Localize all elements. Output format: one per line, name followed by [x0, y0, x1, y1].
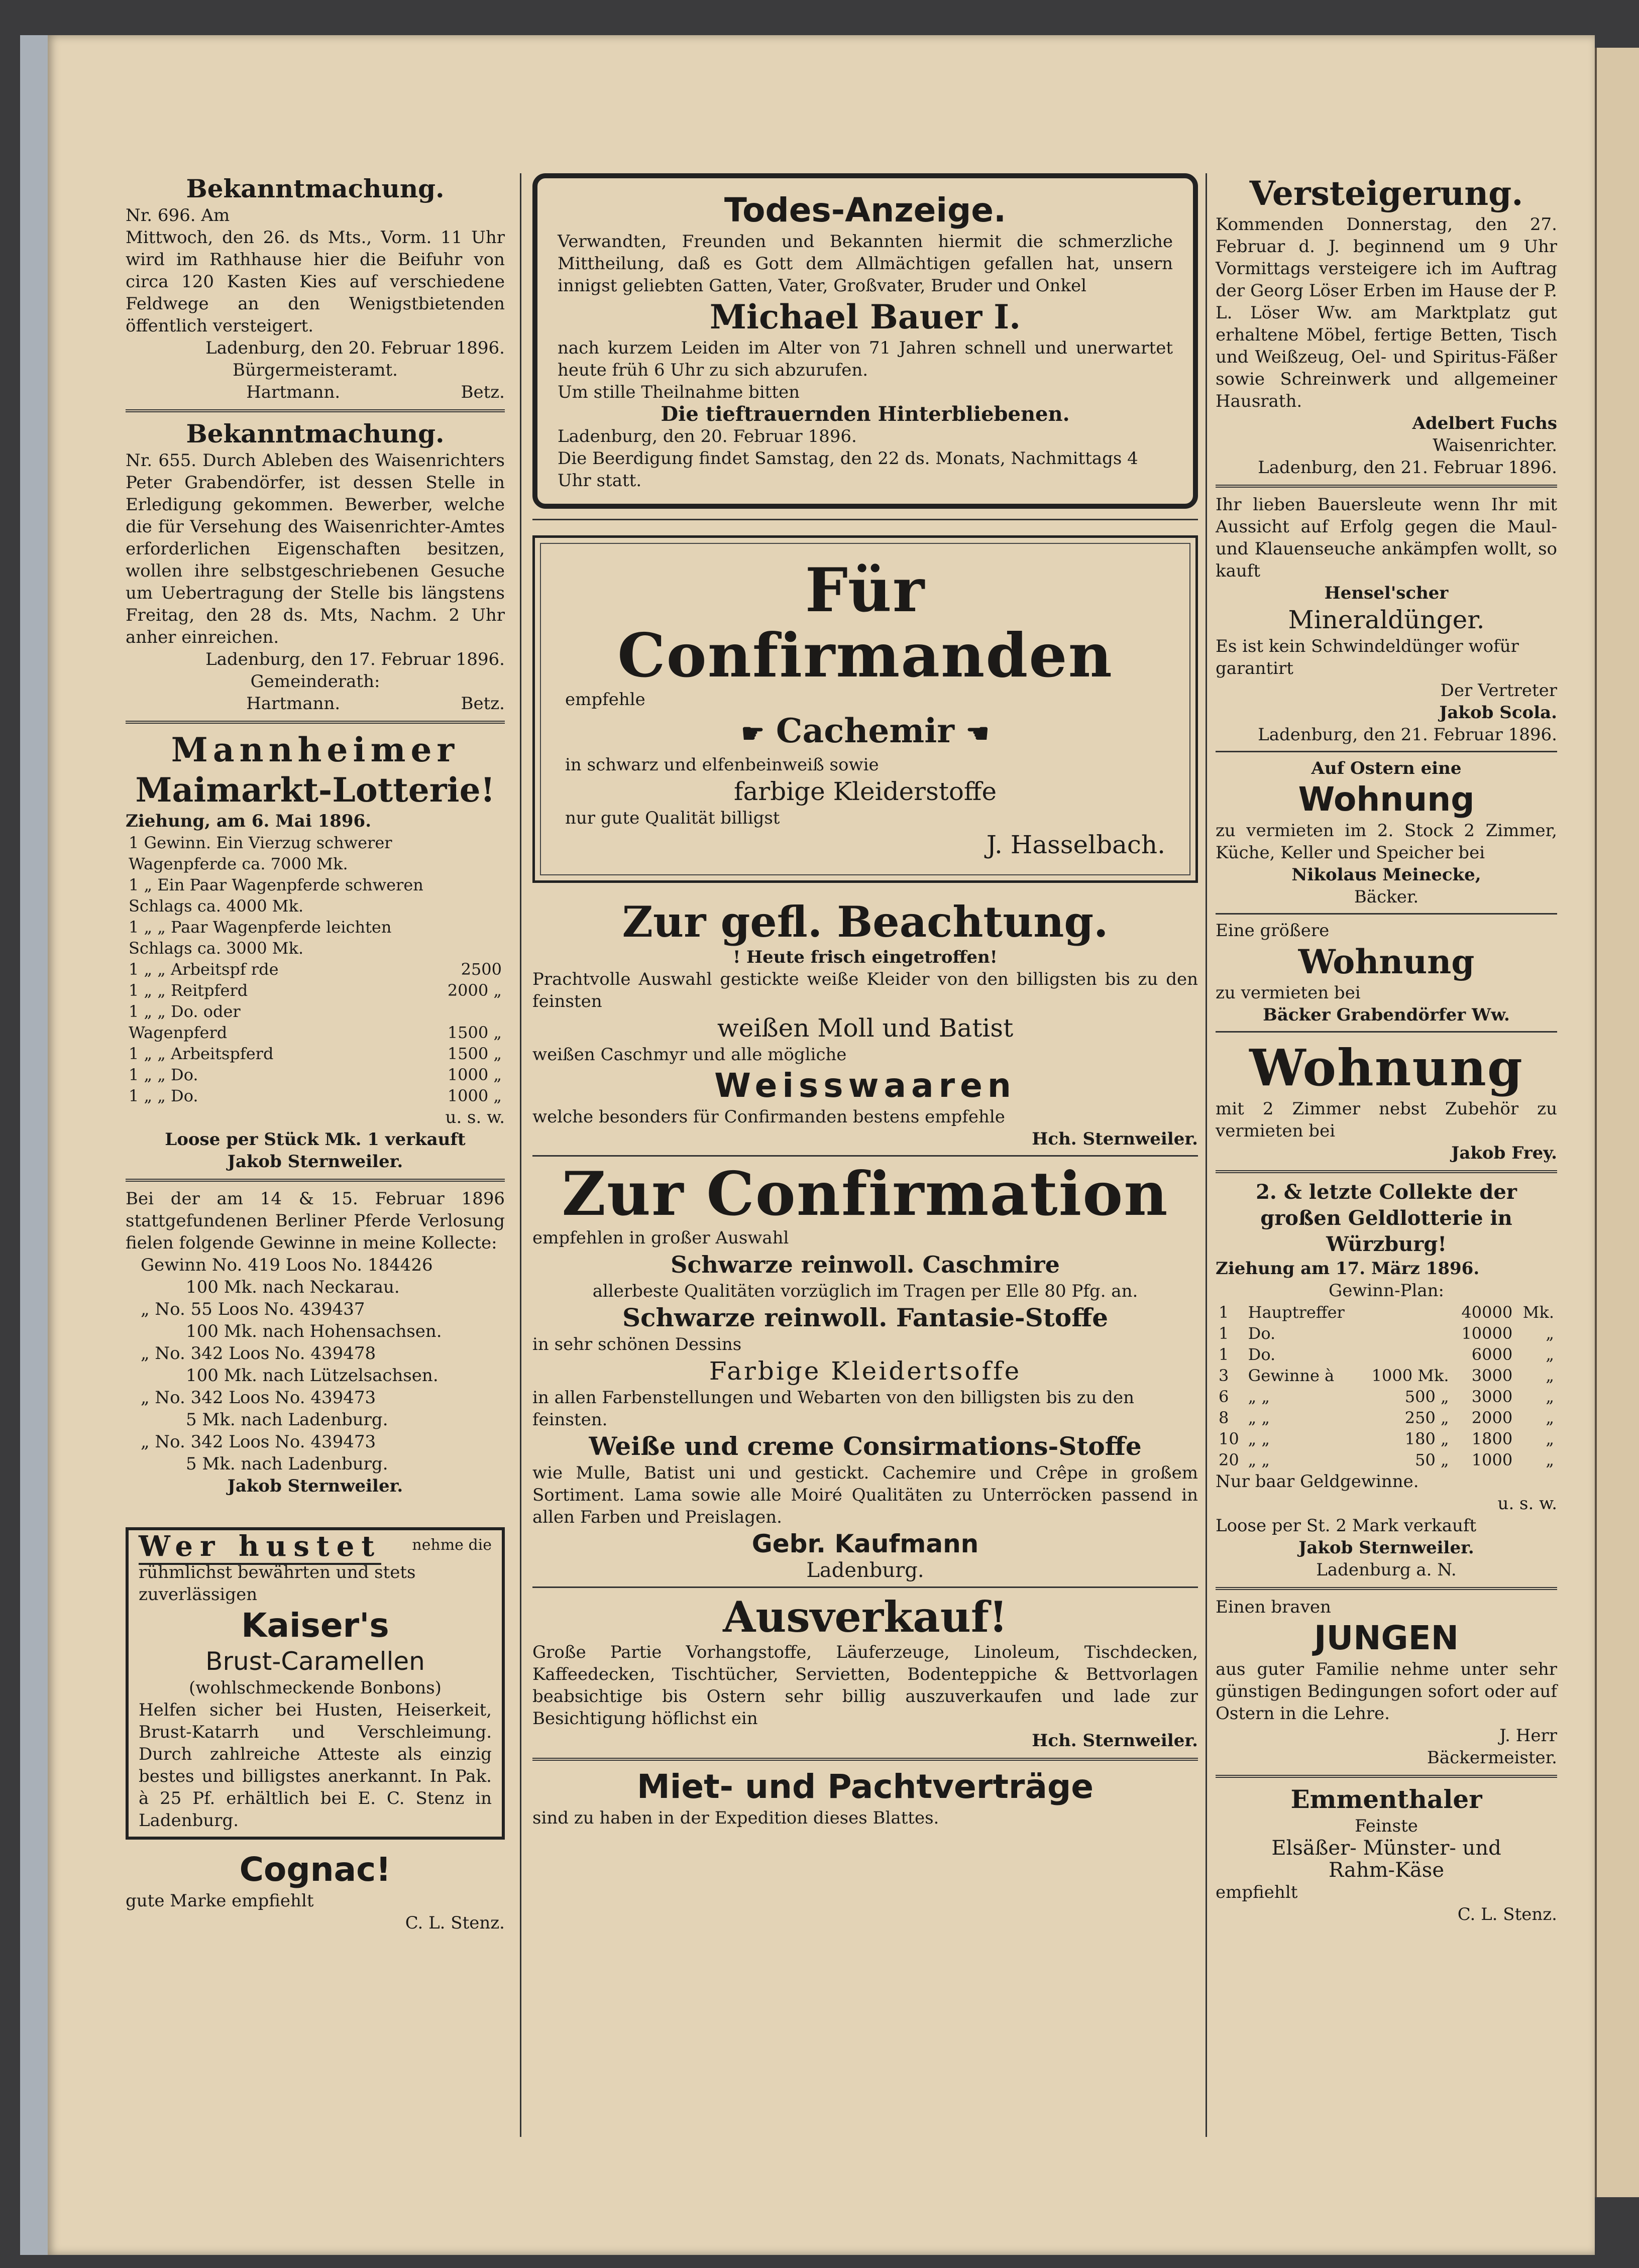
ad-title: Ausverkauf! — [723, 1592, 1008, 1642]
prize-cell: 10000 — [1461, 1324, 1513, 1343]
ad-signature: Jakob Frey. — [1451, 1143, 1557, 1163]
ad-title: Wohnung — [1298, 942, 1475, 981]
ad-jungen — [1216, 1596, 1557, 1769]
ad-geldlotterie — [1216, 1179, 1557, 1581]
notice-date: Ladenburg, den 17. Februar 1896. — [205, 649, 505, 669]
ad-text-5: wie Mulle, Batist uni und gestickt. Cachemire und Crêpe in großem Sortiment. Lama sowie alle Moiré Qualitäten zu Unterröcken passend in allen Farben und Preislagen. — [532, 1463, 1198, 1527]
plan-heading: Gewinn-Plan: — [1329, 1281, 1444, 1301]
ad-text: Ihr lieben Bauersleute wenn Ihr mit Aussicht auf Erfolg gegen die Maul- und Klauenseuche ankämpfen wollt, so kauft — [1216, 495, 1557, 581]
product-name: Mineraldünger. — [1288, 605, 1485, 634]
prize-label: Wagenpferde ca. 7000 Mk. — [129, 854, 348, 873]
winner-row: 5 Mk. nach Ladenburg. — [186, 1410, 388, 1430]
ad-title: Todes-Anzeige. — [724, 191, 1007, 230]
prize-cell: 500 „ — [1404, 1387, 1449, 1406]
product-name-2: Weisswaaren — [714, 1066, 1016, 1105]
ad-date: Ladenburg, den 21. Februar 1896. — [1258, 458, 1557, 478]
ad-title: Für Confirmanden — [617, 555, 1113, 691]
prize-cell: 1800 — [1471, 1429, 1513, 1448]
draw-date: Ziehung am 17. März 1896. — [1216, 1259, 1480, 1279]
ad-signature: J. Herr — [1499, 1726, 1557, 1746]
seller-town: Ladenburg a. N. — [1316, 1560, 1457, 1580]
ad-text-3: in sehr schönen Dessins — [532, 1334, 742, 1354]
winner-row: 100 Mk. nach Hohensachsen. — [186, 1321, 442, 1341]
ad-signature-role: Der Vertreter — [1440, 681, 1557, 701]
seller: Jakob Sternweiler. — [227, 1152, 403, 1172]
notice-title: Bekanntmachung. — [186, 174, 445, 203]
ad-text: zu vermieten bei — [1216, 983, 1361, 1003]
prize-label: 1 „ Ein Paar Wagenpferde schweren — [129, 875, 423, 894]
ad-signature: C. L. Stenz. — [405, 1913, 505, 1933]
prize-row — [1216, 1323, 1557, 1344]
notice-bekanntmachung-1 — [126, 173, 505, 403]
seller: Jakob Sternweiler. — [1298, 1538, 1474, 1558]
prize-value: 2000 „ — [447, 981, 502, 1000]
ad-title: Emmenthaler — [1290, 1784, 1482, 1814]
prize-label: 1 Gewinn. Ein Vierzug schwerer — [129, 833, 392, 852]
prize-row — [1216, 1344, 1557, 1365]
prize-label: 1 „ „ Arbeitspf rde — [129, 960, 279, 979]
prize-row — [126, 832, 505, 853]
prize-cell: Gewinne à — [1248, 1366, 1335, 1385]
prize-row — [126, 1064, 505, 1085]
prize-value: 1000 „ — [447, 1086, 502, 1105]
ad-text-2: allerbeste Qualitäten vorzüglich im Tragen per Elle 80 Pfg. an. — [592, 1281, 1138, 1301]
ad-intro: Bei der am 14 & 15. Februar 1896 stattgefundenen Berliner Pferde Verlosung fielen folgende Gewinne in meine Kollecte: — [126, 1189, 505, 1253]
ad-title: Cognac! — [239, 1850, 391, 1889]
winner-row: „ No. 342 Loos No. 439478 — [141, 1343, 376, 1364]
product-name: Schwarze reinwoll. Caschmire — [671, 1251, 1060, 1278]
column-rule — [520, 173, 521, 2137]
product-name-3: Farbige Kleidertsoffe — [709, 1356, 1022, 1386]
prize-cell: „ — [1546, 1366, 1554, 1385]
ad-title: Versteigerung. — [1249, 174, 1523, 213]
notice-bekanntmachung-2 — [126, 418, 505, 715]
prize-row — [126, 1022, 505, 1043]
prize-value: 1500 „ — [447, 1023, 502, 1042]
prize-label: Schlags ca. 3000 Mk. — [129, 939, 304, 958]
product-name: Cachemir — [776, 711, 955, 750]
ad-text: gute Marke empfiehlt — [126, 1891, 314, 1911]
prize-cell: 40000 — [1461, 1303, 1513, 1322]
notice-number: Nr. 696. Am — [126, 205, 230, 225]
ad-title: JUNGEN — [1314, 1619, 1459, 1657]
ad-text: sind zu haben in der Expedition dieses Blattes. — [532, 1808, 939, 1828]
ad-note: Nur baar Geldgewinne. — [1216, 1471, 1419, 1492]
ad-text: rühmlichst bewährten und stets zuverlässigen — [139, 1562, 416, 1605]
prize-row — [126, 938, 505, 959]
prize-value — [442, 1001, 505, 1022]
prize-cell: 8 — [1219, 1408, 1229, 1427]
prize-cell: 3000 — [1471, 1387, 1513, 1406]
prize-cell: 1 — [1219, 1303, 1229, 1322]
ad-text: aus guter Familie nehme unter sehr günstigen Bedingungen sofort oder auf Ostern in die Lehre. — [1216, 1659, 1557, 1724]
winner-row: Gewinn No. 419 Loos No. 184426 — [141, 1255, 433, 1275]
ad-top: Eine größere — [1216, 921, 1330, 941]
winner-row: „ No. 342 Loos No. 439473 — [141, 1388, 376, 1408]
prize-cell: 1000 — [1471, 1450, 1513, 1469]
notice-office: Bürgermeisteramt. — [233, 360, 398, 380]
prize-value — [442, 832, 505, 853]
ad-zur-confirmation — [532, 1159, 1198, 1582]
prize-row — [1216, 1428, 1557, 1449]
ad-title: Wer hustet — [139, 1530, 381, 1565]
prize-row — [126, 895, 505, 917]
prize-cell: 3 — [1219, 1366, 1229, 1385]
prize-cell: Mk. — [1522, 1303, 1554, 1322]
prize-label: 1 „ „ Arbeitspferd — [129, 1044, 274, 1063]
pointing-hand-left-icon: ☚ — [966, 718, 990, 749]
etc: u. s. w. — [445, 1107, 505, 1127]
ad-signature: Hch. Sternweiler. — [1032, 1731, 1198, 1751]
ad-text: Prachtvolle Auswahl gestickte weiße Kleider von den billigsten bis zu den feinsten — [532, 969, 1198, 1011]
winner-row: „ No. 55 Loos No. 439437 — [141, 1299, 365, 1319]
prize-cell: 20 — [1219, 1450, 1239, 1469]
ad-todes-anzeige — [532, 173, 1198, 509]
prize-cell — [1359, 1344, 1452, 1365]
prize-cell: 6000 — [1471, 1345, 1513, 1364]
prize-label: Wagenpferd — [129, 1023, 228, 1042]
ad-text-2: nach kurzem Leiden im Alter von 71 Jahren schnell und unerwartet heute früh 6 Uhr zu sich abzurufen. — [558, 338, 1173, 380]
ad-versteigerung — [1216, 173, 1557, 479]
prize-cell — [1359, 1302, 1452, 1323]
notice-signature: Hartmann. — [246, 694, 341, 714]
ad-side-text: nehme die — [412, 1536, 492, 1554]
ad-text: Verwandten, Freunden und Bekannten hiermit die schmerzliche Mittheilung, daß es Gott dem Allmächtigen gefallen hat, unsern innigst geliebten Gatten, Vater, Großvater, Bruder und Onkel — [558, 232, 1173, 296]
ad-mineralduenger — [1216, 494, 1557, 746]
prize-cell: „ „ — [1248, 1429, 1270, 1448]
prize-label: 1 „ „ Do. oder — [129, 1002, 241, 1021]
prize-row — [1216, 1386, 1557, 1407]
seller: Jakob Sternweiler. — [227, 1476, 403, 1496]
ad-fuer-confirmanden — [532, 535, 1198, 883]
prize-cell: 10 — [1219, 1429, 1239, 1448]
prize-label: 1 „ „ Do. — [129, 1086, 198, 1105]
prize-label: 1 „ „ Reitpferd — [129, 981, 248, 1000]
firm-town: Ladenburg. — [806, 1559, 924, 1582]
ad-text: zu vermieten im 2. Stock 2 Zimmer, Küche, Keller und Speicher bei — [1216, 821, 1557, 863]
prize-cell: „ — [1546, 1429, 1554, 1448]
prize-cell — [1359, 1323, 1452, 1344]
product-sub: (wohlschmeckende Bonbons) — [189, 1678, 442, 1698]
notice-signature-2: Betz. — [461, 694, 505, 714]
prize-value — [442, 853, 505, 874]
prize-label: Schlags ca. 4000 Mk. — [129, 896, 304, 916]
prize-row — [126, 1001, 505, 1022]
prize-row — [126, 980, 505, 1001]
ad-miet-pachtvertraege — [532, 1767, 1198, 1829]
ad-text: Kommenden Donnerstag, den 27. Februar d. J. beginnend um 9 Uhr Vormittags versteigere ich im Auftrag der Georg Löser Erben im Hause der P. L. Löser Ww. am Marktplatz gut erhaltene Möbel, fertige Betten, Tisch und Weißzeug, Oel- und Spiritus-Fäßer sowie Schreinwerk und allgemeiner Hausrath. — [1216, 214, 1557, 411]
ad-signature: Bäcker Grabendörfer Ww. — [1263, 1005, 1510, 1025]
ad-text-3: nur gute Qualität billigst — [565, 808, 780, 828]
ad-text: Feinste — [1355, 1816, 1418, 1836]
prize-cell: Hauptreffer — [1248, 1303, 1345, 1322]
notice-signature: Hartmann. — [246, 382, 341, 402]
ad-kaese — [1216, 1784, 1557, 1925]
ad-title: Miet- und Pachtverträge — [637, 1767, 1094, 1806]
prize-value: 1500 „ — [447, 1044, 502, 1063]
product-name-2: Rahm-Käse — [1328, 1859, 1445, 1882]
notice-office: Gemeinderath: — [250, 671, 380, 692]
prize-cell: Do. — [1248, 1324, 1276, 1343]
prize-label: 1 „ „ Paar Wagenpferde leichten — [129, 918, 392, 937]
ad-text-3: Um stille Theilnahme bitten — [558, 382, 800, 402]
winner-row: 100 Mk. nach Lützelsachsen. — [186, 1366, 439, 1386]
prize-cell: „ — [1546, 1408, 1554, 1427]
deceased-name: Michael Bauer I. — [709, 297, 1021, 336]
ad-wohnung-2 — [1216, 920, 1557, 1026]
ad-text-3: welche besonders für Confirmanden bestens empfehle — [532, 1107, 1005, 1127]
prize-cell: 2000 — [1471, 1408, 1513, 1427]
ad-berliner-verlosung — [126, 1188, 505, 1497]
prize-cell: 50 „ — [1415, 1450, 1449, 1469]
prize-cell: „ — [1546, 1450, 1554, 1469]
product-name-4: Weiße und creme Consirmations-Stoffe — [589, 1431, 1142, 1461]
ticket-price: Loose per Stück Mk. 1 verkauft — [165, 1129, 466, 1150]
column-right — [1216, 173, 1557, 1925]
ad-maimarkt-lotterie — [126, 730, 505, 1173]
product-name: Elsäßer- Münster- und — [1271, 1837, 1501, 1860]
ad-text-2: in schwarz und elfenbeinweiß sowie — [565, 755, 879, 775]
prize-cell: 6 — [1219, 1387, 1229, 1406]
ad-title: Zur Confirmation — [562, 1159, 1169, 1229]
ad-title: Zur gefl. Beachtung. — [622, 897, 1109, 947]
ad-signature: Adelbert Fuchs — [1412, 413, 1557, 433]
ad-top: Einen braven — [1216, 1597, 1331, 1617]
prize-cell: 180 „ — [1404, 1429, 1449, 1448]
prize-value: 2500 — [461, 960, 502, 979]
ad-text: Große Partie Vorhangstoffe, Läuferzeuge, Linoleum, Tischdecken, Kaffeedecken, Tischtücher, Servietten, Bodenteppiche & Bettvorlagen beabsichtige bis Ostern sehr billig auszuverkaufen und lade zur Besichtigung höflichst ein — [532, 1642, 1198, 1729]
product-name-2: Schwarze reinwoll. Fantasie-Stoffe — [622, 1303, 1109, 1332]
column-rule — [1206, 173, 1207, 2137]
brand-name: Kaiser's — [241, 1606, 389, 1645]
ad-text: empfehlen in großer Auswahl — [532, 1228, 789, 1248]
notice-body: Mittwoch, den 26. ds Mts., Vorm. 11 Uhr wird im Rathhause hier die Beifuhr von circa 120 Kasten Kies auf verschiedene Feldwege an den Wenigstbietenden öffentlich versteigert. — [126, 228, 505, 336]
ad-title: 2. & letzte Collekte der großen Geldlotterie in Würzburg! — [1256, 1180, 1517, 1256]
product-name: Brust-Caramellen — [205, 1647, 425, 1676]
ad-text-2: Helfen sicher bei Husten, Heiserkeit, Brust-Katarrh und Verschleimung. Durch zahlreiche Atteste als einzig bestes und billigstes anerkannt. In Pak. à 25 Pf. erhältlich bei E. C. Stenz in Ladenburg. — [139, 1700, 492, 1831]
draw-date: Ziehung, am 6. Mai 1896. — [126, 811, 372, 831]
ad-ausverkauf — [532, 1593, 1198, 1752]
ad-signature: C. L. Stenz. — [1457, 1904, 1557, 1924]
prize-row — [126, 1085, 505, 1106]
ad-zur-beachtung — [532, 898, 1198, 1150]
notice-body: Nr. 655. Durch Ableben des Waisenrichters Peter Grabendörfer, ist dessen Stelle in Erledigung gekommen. Bewerber, welche die für Versehung des Waisenrichter-Amtes erforderlichen Eigenschaften besitzen, wollen ihre selbstgeschriebenen Gesuche um Uebertragung der Stelle bis längstens Freitag, den 28 ds. Mts, Nachm. 2 Uhr anher einreichen. — [126, 450, 505, 647]
ad-text-2: Es ist kein Schwindeldünger wofür garantirt — [1216, 636, 1519, 678]
ad-title: Wohnung — [1249, 1038, 1523, 1097]
prize-cell: „ „ — [1248, 1450, 1270, 1469]
ad-text-2: weißen Caschmyr und alle mögliche — [532, 1045, 847, 1065]
prize-value — [442, 895, 505, 917]
ad-wohnung-1 — [1216, 757, 1557, 908]
winner-row: „ No. 342 Loos No. 439473 — [141, 1432, 376, 1452]
prize-cell: 3000 — [1471, 1366, 1513, 1385]
ad-title: Wohnung — [1298, 780, 1475, 819]
prize-cell: „ „ — [1248, 1408, 1270, 1427]
notice-date: Ladenburg, den 20. Februar 1896. — [205, 338, 505, 358]
ad-kaisers-caramellen — [126, 1527, 505, 1840]
prize-row — [1216, 1407, 1557, 1428]
facing-page-edge — [1595, 48, 1639, 2197]
family-sign: Die tieftrauernden Hinterbliebenen. — [661, 402, 1070, 426]
prize-row — [1216, 1365, 1557, 1386]
prize-row — [1216, 1449, 1557, 1470]
ad-signature: Nikolaus Meinecke, — [1291, 865, 1481, 885]
ad-cognac — [126, 1850, 505, 1934]
ad-top: Auf Ostern eine — [1311, 758, 1462, 778]
prize-cell: 1000 Mk. — [1371, 1366, 1449, 1385]
funeral-notice: Die Beerdigung findet Samstag, den 22 ds. Monats, Nachmittags 4 Uhr statt. — [558, 448, 1138, 491]
ad-date: Ladenburg, den 20. Februar 1896. — [558, 426, 857, 446]
winner-row: 5 Mk. nach Ladenburg. — [186, 1454, 388, 1474]
prize-cell: „ — [1546, 1387, 1554, 1406]
ad-title: Mannheimer — [171, 730, 460, 769]
prize-row — [126, 959, 505, 980]
prize-value — [442, 938, 505, 959]
prize-cell: „ „ — [1248, 1387, 1270, 1406]
firm-name: Gebr. Kaufmann — [751, 1529, 979, 1558]
ad-subtitle: ! Heute frisch eingetroffen! — [733, 947, 998, 967]
ad-text-2: empfiehlt — [1216, 1882, 1298, 1902]
column-center — [532, 173, 1198, 1829]
ad-signature: Hch. Sternweiler. — [1032, 1129, 1198, 1149]
ticket-price: Loose per St. 2 Mark verkauft — [1216, 1516, 1477, 1536]
product-name: weißen Moll und Batist — [717, 1013, 1014, 1043]
prize-cell: „ — [1546, 1345, 1554, 1364]
prize-value — [442, 874, 505, 895]
product-name-2: farbige Kleiderstoffe — [733, 777, 997, 806]
prize-table — [1216, 1302, 1557, 1470]
prize-cell: 1 — [1219, 1324, 1229, 1343]
ad-text-4: in allen Farbenstellungen und Webarten von den billigsten bis zu den feinsten. — [532, 1388, 1135, 1430]
prize-label: 1 „ „ Do. — [129, 1065, 198, 1084]
prize-cell: „ — [1546, 1324, 1554, 1343]
ad-signature: J. Hasselbach. — [986, 830, 1165, 859]
prize-table — [126, 832, 505, 1106]
column-left — [126, 173, 505, 1934]
ad-title-2: Maimarkt-Lotterie! — [135, 770, 495, 810]
prize-value — [442, 917, 505, 938]
notice-signature-2: Betz. — [461, 382, 505, 402]
prize-row — [1216, 1302, 1557, 1323]
notice-title: Bekanntmachung. — [186, 419, 445, 448]
ad-wohnung-3 — [1216, 1038, 1557, 1164]
ad-signature-role: Waisenrichter. — [1433, 435, 1557, 456]
prize-value: 1000 „ — [447, 1065, 502, 1084]
ad-text: mit 2 Zimmer nebst Zubehör zu vermieten bei — [1216, 1099, 1557, 1141]
prize-cell: 1 — [1219, 1345, 1229, 1364]
prize-cell: Do. — [1248, 1345, 1276, 1364]
prize-cell: 250 „ — [1404, 1408, 1449, 1427]
ad-signature: Jakob Scola. — [1439, 703, 1557, 723]
etc: u. s. w. — [1497, 1494, 1557, 1514]
prize-row — [126, 917, 505, 938]
prize-row — [126, 853, 505, 874]
prize-row — [126, 874, 505, 895]
winner-list — [126, 1254, 505, 1475]
winner-row: 100 Mk. nach Neckarau. — [186, 1277, 400, 1297]
ad-text: empfehle — [565, 690, 645, 710]
prize-row — [126, 1043, 505, 1064]
ad-date: Ladenburg, den 21. Februar 1896. — [1258, 725, 1557, 745]
ad-signature-role: Bäckermeister. — [1427, 1748, 1557, 1768]
ad-signature-role: Bäcker. — [1354, 887, 1419, 907]
pointing-hand-right-icon: ☛ — [741, 718, 764, 749]
brand-name: Hensel'scher — [1324, 583, 1449, 603]
